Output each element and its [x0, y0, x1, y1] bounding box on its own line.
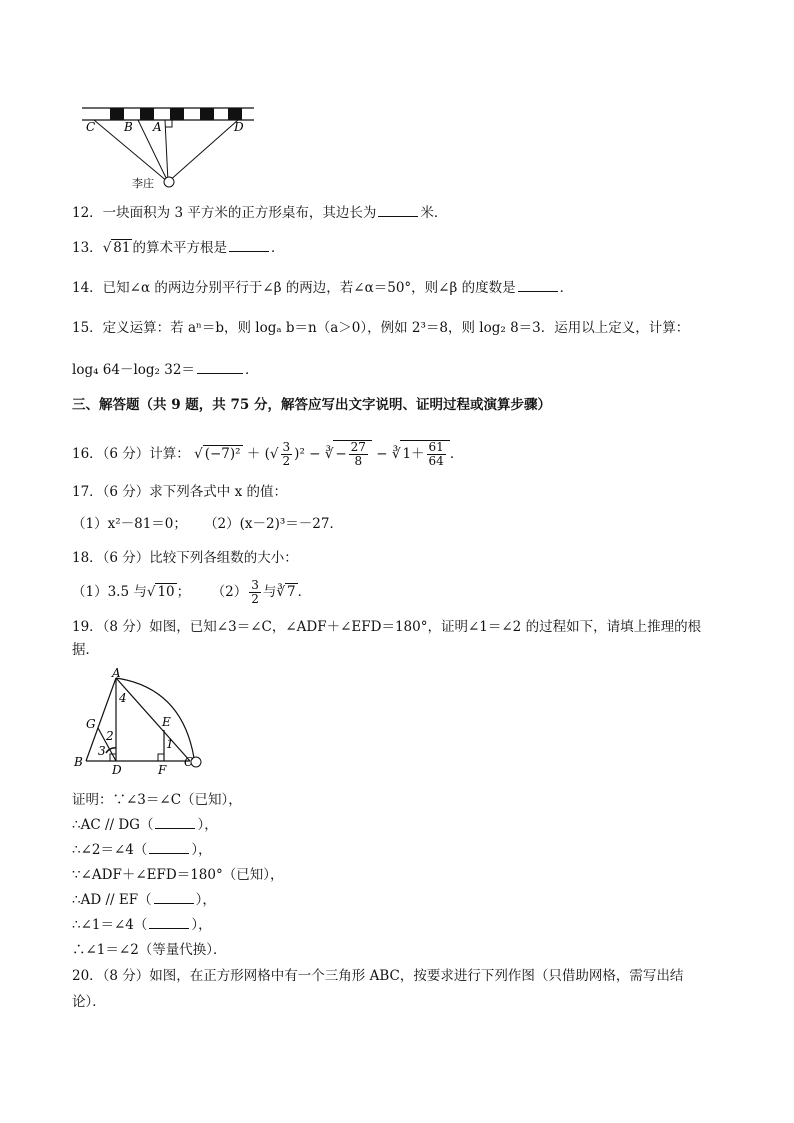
label-1: 1 — [166, 737, 174, 751]
proof-line-4: ∵∠ADF＋∠EFD＝180°（已知）， — [72, 867, 284, 883]
proof-blank-4[interactable] — [149, 916, 189, 929]
proof-blank-2[interactable] — [149, 841, 189, 854]
figure-triangle-diagram — [72, 668, 217, 778]
proof-line-6: ∴∠1＝∠4（ ）， — [72, 917, 212, 933]
sqrt-81: √ 81 — [102, 240, 131, 256]
question-18-title: 18．（6 分）比较下列各组数的大小： — [72, 550, 298, 566]
proof-line-7: ∴∠1＝∠2（等量代换）． — [72, 942, 227, 958]
answer-blank-14[interactable] — [518, 279, 558, 292]
label-4: 4 — [119, 691, 127, 705]
figure-street-diagram — [72, 100, 262, 192]
section-3-heading: 三、解答题（共 9 题，共 75 分，解答应写出文字说明、证明过程或演算步骤） — [72, 397, 551, 413]
label-c: C — [86, 120, 96, 134]
question-17-parts: （1）x²－81＝0； （2）(x－2)³＝－27． — [72, 516, 343, 532]
label-3: 3 — [98, 744, 106, 758]
proof-blank-1[interactable] — [155, 816, 195, 829]
label-b: B — [124, 120, 133, 134]
question-20-line2: 论）． — [72, 994, 106, 1010]
question-16: 16．（6 分）计算： √ (−7)² ＋ (√ $\frac{3}{2}$ )² − ∛ − $\frac{27}{8}$ − ∛ 1＋ $\frac{61}{64}$ ． — [72, 440, 464, 468]
label-a2: A — [112, 668, 121, 680]
question-14: 14．已知∠α 的两边分别平行于∠β 的两边，若∠α＝50°，则∠β 的度数是 ． — [72, 280, 574, 296]
question-19-line2: 据． — [72, 642, 99, 658]
question-13: 13．√ 81 的算术平方根是 ． — [72, 240, 285, 256]
label-e: E — [162, 715, 171, 729]
proof-line-5: ∴AD // EF（ ）， — [72, 892, 216, 908]
question-12: 12．一块面积为 3 平方米的正方形桌布，其边长为 米． — [72, 205, 448, 221]
answer-blank-13[interactable] — [229, 239, 269, 252]
fraction-3-2: $\frac{3}{2}$ — [251, 578, 259, 606]
label-f: F — [158, 763, 167, 777]
question-18-parts: （1）3.5 与√ 10 ； （2） $\frac{3}{2}$ 与∛ 7 ． — [72, 578, 312, 606]
label-d2: D — [112, 763, 122, 777]
question-15-line2: log₄ 64－log₂ 32＝ ． — [72, 362, 259, 378]
proof-line-1: 证明：∵∠3＝∠C（已知）， — [72, 792, 242, 808]
question-17-title: 17．（6 分）求下列各式中 x 的值： — [72, 484, 288, 500]
question-15-line1: 15．定义运算：若 aⁿ＝b，则 logₐ b＝n（a＞0），例如 2³＝8，则 log₂ 8＝3．运用以上定义，计算： — [72, 320, 690, 336]
proof-blank-3[interactable] — [154, 891, 194, 904]
label-a: A — [153, 120, 162, 134]
answer-blank-12[interactable] — [378, 204, 418, 217]
label-g: G — [86, 717, 96, 731]
q16-expression: √ (−7)² ＋ (√ $\frac{3}{2}$ )² − ∛ − $\frac{27}{8}$ − ∛ 1＋ $\frac{61}{64}$ — [194, 446, 450, 462]
question-19-line1: 19．（8 分）如图，已知∠3＝∠C，∠ADF＋∠EFD＝180°，证明∠1＝∠2 的过程如下，请填上推理的根 — [72, 619, 702, 635]
label-lizhuang: 李庄 — [132, 177, 154, 190]
proof-line-2: ∴AC // DG（ ）， — [72, 817, 218, 833]
answer-blank-15[interactable] — [197, 361, 243, 374]
question-20-line1: 20．（8 分）如图，在正方形网格中有一个三角形 ABC，按要求进行下列作图（只借助网格，需写出结 — [72, 968, 684, 984]
label-d: D — [234, 120, 244, 134]
label-2: 2 — [106, 729, 114, 743]
label-c2: C — [184, 755, 194, 769]
proof-line-3: ∴∠2＝∠4（ ）， — [72, 842, 212, 858]
label-b2: B — [74, 755, 83, 769]
